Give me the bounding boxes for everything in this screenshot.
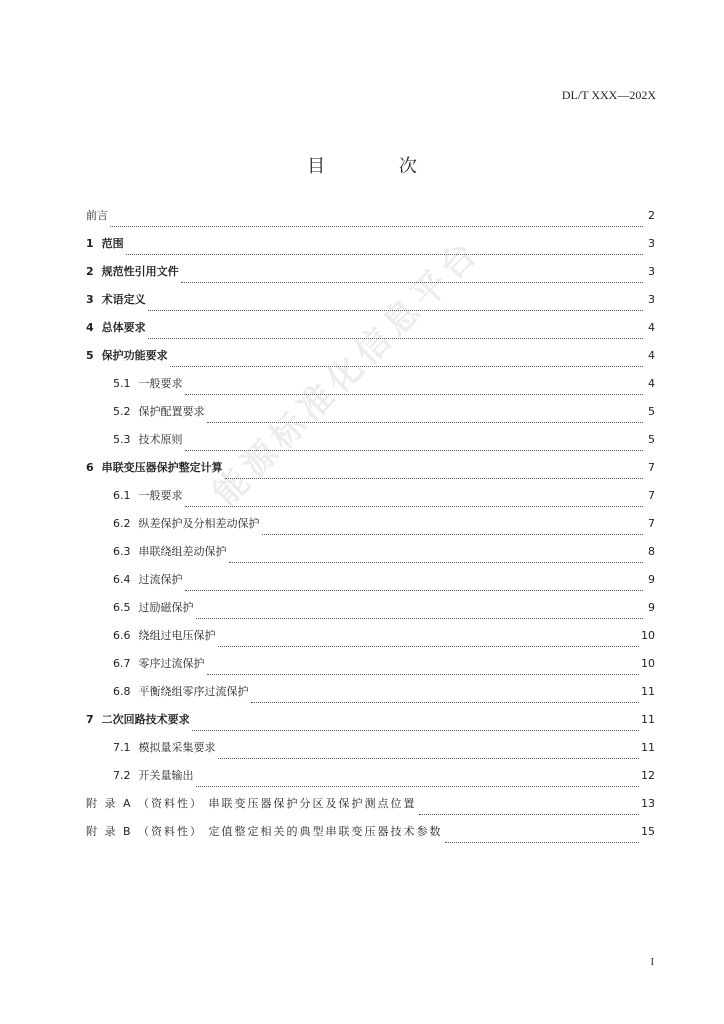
toc-dot-leader bbox=[185, 441, 644, 451]
toc-entry-text: 模拟量采集要求 bbox=[138, 741, 216, 754]
toc-entry[interactable] bbox=[86, 543, 655, 571]
toc-entry-page: 5 bbox=[648, 405, 655, 418]
toc-entry-page: 15 bbox=[641, 825, 655, 838]
toc-entry-text: 保护功能要求 bbox=[101, 349, 168, 362]
toc-entry-number: 5.1 bbox=[113, 377, 131, 390]
toc-entry-number: 5.2 bbox=[113, 405, 131, 418]
toc-entry-number: 3 bbox=[86, 293, 94, 306]
toc-entry-page: 3 bbox=[648, 293, 655, 306]
toc-entry[interactable] bbox=[86, 823, 655, 851]
toc-entry-page: 5 bbox=[648, 433, 655, 446]
toc-entry-label bbox=[86, 263, 179, 279]
toc-entry-page: 7 bbox=[648, 517, 655, 530]
toc-entry-page: 3 bbox=[648, 237, 655, 250]
toc-entry-text: 术语定义 bbox=[101, 293, 146, 306]
toc-entry-text: 串联绕组差动保护 bbox=[138, 545, 227, 558]
toc-entry-label bbox=[86, 235, 124, 251]
toc-entry-text: 规范性引用文件 bbox=[101, 265, 179, 278]
toc-entry-text: 技术原则 bbox=[138, 433, 183, 446]
toc-entry-page: 12 bbox=[641, 769, 655, 782]
toc-entry-label bbox=[86, 459, 223, 475]
toc-entry-number: 1 bbox=[86, 237, 94, 250]
toc-entry-label bbox=[113, 487, 183, 503]
toc-dot-leader bbox=[251, 693, 640, 703]
toc-entry-page: 7 bbox=[648, 461, 655, 474]
toc-entry-page: 8 bbox=[648, 545, 655, 558]
toc-dot-leader bbox=[185, 581, 644, 591]
toc-entry-page: 4 bbox=[648, 377, 655, 390]
toc-entry-label bbox=[86, 711, 190, 727]
toc-entry-number: 7.2 bbox=[113, 769, 131, 782]
toc-dot-leader bbox=[207, 665, 640, 675]
toc-entry[interactable] bbox=[86, 403, 655, 431]
toc-dot-leader bbox=[196, 609, 644, 619]
toc-dot-leader bbox=[185, 497, 644, 507]
toc-entry-label bbox=[113, 683, 249, 699]
toc-entry[interactable] bbox=[86, 347, 655, 375]
toc-entry[interactable] bbox=[86, 515, 655, 543]
toc-entry-text: 二次回路技术要求 bbox=[101, 713, 190, 726]
toc-entry-number: 6.7 bbox=[113, 657, 131, 670]
toc-entry-number: 6.4 bbox=[113, 573, 131, 586]
toc-entry-number: 2 bbox=[86, 265, 94, 278]
toc-entry-text: 纵差保护及分相差动保护 bbox=[138, 517, 260, 530]
toc-dot-leader bbox=[192, 721, 639, 731]
toc-entry[interactable] bbox=[86, 795, 655, 823]
toc-entry-number: 6.6 bbox=[113, 629, 131, 642]
toc-title: 目 次 bbox=[307, 156, 451, 177]
toc-entry-number: 6 bbox=[86, 461, 94, 474]
toc-entry-page: 9 bbox=[648, 573, 655, 586]
toc-entry-text: 附 录 B （资料性） 定值整定相关的典型串联变压器技术参数 bbox=[86, 825, 443, 838]
toc-entry[interactable] bbox=[86, 571, 655, 599]
toc-dot-leader bbox=[218, 637, 640, 647]
toc-dot-leader bbox=[148, 329, 643, 339]
toc-entry[interactable] bbox=[86, 627, 655, 655]
toc-entry-text: 前言 bbox=[86, 209, 108, 222]
toc-entry-label bbox=[86, 291, 146, 307]
toc-entry-text: 范围 bbox=[101, 237, 124, 250]
toc-dot-leader bbox=[170, 357, 643, 367]
toc-entry-page: 4 bbox=[648, 349, 655, 362]
toc-entry-label bbox=[113, 375, 183, 391]
toc-entry-label bbox=[113, 403, 205, 419]
toc-entry-label bbox=[113, 627, 216, 643]
toc-entry-number: 6.1 bbox=[113, 489, 131, 502]
toc-entry[interactable] bbox=[86, 739, 655, 767]
toc-entry-text: 零序过流保护 bbox=[138, 657, 205, 670]
toc-entry-number: 7 bbox=[86, 713, 94, 726]
toc-entry[interactable] bbox=[86, 767, 655, 795]
toc-entry-number: 4 bbox=[86, 321, 94, 334]
toc-entry-label bbox=[113, 655, 205, 671]
toc-dot-leader bbox=[207, 413, 644, 423]
toc-entry-label bbox=[86, 347, 168, 363]
toc-entry-page: 7 bbox=[648, 489, 655, 502]
toc-entry[interactable] bbox=[86, 263, 655, 291]
toc-entry[interactable] bbox=[86, 599, 655, 627]
toc-entry[interactable] bbox=[86, 459, 655, 487]
toc-entry-page: 3 bbox=[648, 265, 655, 278]
page-number: I bbox=[650, 957, 654, 968]
toc-entry-label bbox=[113, 571, 183, 587]
toc-entry-label bbox=[113, 767, 194, 783]
toc-entry[interactable] bbox=[86, 319, 655, 347]
table-of-contents bbox=[86, 207, 655, 851]
toc-entry-page: 11 bbox=[641, 741, 655, 754]
toc-entry-label bbox=[113, 739, 216, 755]
toc-dot-leader bbox=[110, 217, 643, 227]
toc-entry-page: 10 bbox=[641, 629, 655, 642]
toc-dot-leader bbox=[126, 245, 643, 255]
toc-entry-page: 13 bbox=[641, 797, 655, 810]
toc-entry-label bbox=[86, 319, 146, 335]
toc-entry[interactable] bbox=[86, 487, 655, 515]
toc-entry-text: 一般要求 bbox=[138, 489, 183, 502]
toc-entry[interactable] bbox=[86, 655, 655, 683]
toc-entry-number: 5.3 bbox=[113, 433, 131, 446]
toc-entry-label bbox=[86, 207, 108, 223]
toc-entry-label bbox=[113, 431, 183, 447]
toc-dot-leader bbox=[225, 469, 643, 479]
toc-entry[interactable] bbox=[86, 291, 655, 319]
toc-entry-number: 6.3 bbox=[113, 545, 131, 558]
toc-entry-number: 6.8 bbox=[113, 685, 131, 698]
toc-entry-page: 11 bbox=[641, 685, 655, 698]
toc-entry[interactable] bbox=[86, 235, 655, 263]
document-code: DL/T XXX—202X bbox=[561, 88, 656, 102]
toc-entry-page: 10 bbox=[641, 657, 655, 670]
toc-entry-page: 2 bbox=[648, 209, 655, 222]
toc-entry-text: 串联变压器保护整定计算 bbox=[101, 461, 223, 474]
toc-dot-leader bbox=[181, 273, 643, 283]
toc-entry-label bbox=[86, 795, 417, 811]
toc-dot-leader bbox=[262, 525, 644, 535]
toc-dot-leader bbox=[445, 833, 639, 843]
toc-entry-label bbox=[86, 823, 443, 839]
watermark: 能源标准化信息平台 bbox=[205, 231, 489, 514]
toc-entry-text: 总体要求 bbox=[101, 321, 146, 334]
toc-entry-text: 平衡绕组零序过流保护 bbox=[138, 685, 249, 698]
toc-entry[interactable] bbox=[86, 207, 655, 235]
toc-dot-leader bbox=[196, 777, 640, 787]
toc-entry-text: 绕组过电压保护 bbox=[138, 629, 216, 642]
toc-entry-page: 9 bbox=[648, 601, 655, 614]
toc-entry-text: 过流保护 bbox=[138, 573, 183, 586]
toc-dot-leader bbox=[148, 301, 643, 311]
toc-entry-text: 开关量输出 bbox=[138, 769, 194, 782]
toc-dot-leader bbox=[419, 805, 639, 815]
toc-entry[interactable] bbox=[86, 711, 655, 739]
toc-entry-label bbox=[113, 515, 260, 531]
toc-dot-leader bbox=[185, 385, 644, 395]
toc-entry-text: 过励磁保护 bbox=[138, 601, 194, 614]
toc-entry-number: 5 bbox=[86, 349, 94, 362]
toc-entry-page: 4 bbox=[648, 321, 655, 334]
toc-entry-number: 7.1 bbox=[113, 741, 131, 754]
toc-entry[interactable] bbox=[86, 683, 655, 711]
toc-entry-text: 一般要求 bbox=[138, 377, 183, 390]
toc-entry-text: 保护配置要求 bbox=[138, 405, 205, 418]
toc-entry-number: 6.2 bbox=[113, 517, 131, 530]
toc-entry-label bbox=[113, 599, 194, 615]
toc-entry-page: 11 bbox=[641, 713, 655, 726]
toc-entry[interactable] bbox=[86, 375, 655, 403]
toc-entry[interactable] bbox=[86, 431, 655, 459]
toc-entry-text: 附 录 A （资料性） 串联变压器保护分区及保护测点位置 bbox=[86, 797, 417, 810]
toc-dot-leader bbox=[229, 553, 644, 563]
toc-dot-leader bbox=[218, 749, 640, 759]
toc-entry-label bbox=[113, 543, 227, 559]
toc-entry-number: 6.5 bbox=[113, 601, 131, 614]
